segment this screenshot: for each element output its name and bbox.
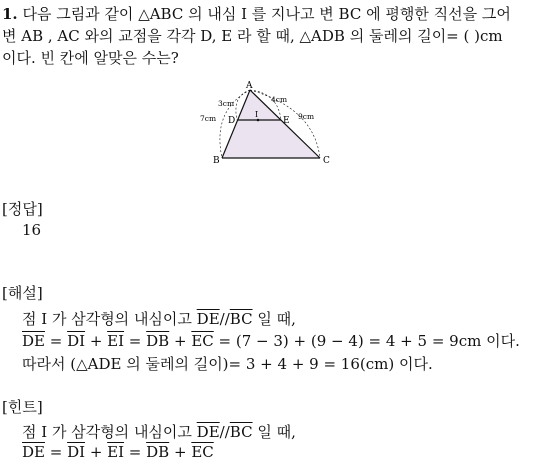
label-a: A [246,81,253,91]
incenter-point [257,119,260,122]
segment-bc: $\overline{BC}$ [229,310,253,328]
segment-bc: $\overline{BC}$ [229,423,253,441]
parallel-sign: // [219,423,230,441]
segment-ec: $\overline{EC}$ [191,443,214,461]
explanation-heading: [해설] [2,284,43,302]
label-i: I [255,110,259,119]
segment-de: $\overline{DE}$ [22,332,45,350]
explanation-l1-post: 일 때, [252,310,296,328]
question-text-1: 다음 그림과 같이 △ABC 의 내심 I 를 지나고 변 BC 에 평행한 직선을 그어 [22,5,511,23]
segment-di: $\overline{DI}$ [67,443,86,461]
label-b: B [213,156,220,166]
segment-ei: $\overline{EI}$ [107,443,125,461]
hint-line-1 [22,423,296,441]
hint-l1-post: 일 때, [252,423,296,441]
segment-ec: $\overline{EC}$ [191,332,214,350]
explanation-l1-pre: 점 I 가 삼각형의 내심이고 [22,310,197,328]
length-ac: 9cm [298,112,315,121]
hint-heading: [힌트] [2,398,43,416]
length-ad: 3cm [218,99,235,108]
segment-de: $\overline{DE}$ [196,423,220,441]
segment-di: $\overline{DI}$ [67,332,86,350]
length-ae: 4cm [271,95,288,104]
explanation-line-1 [22,310,296,328]
label-e: E [283,116,290,126]
answer-value: 16 [22,221,42,239]
answer-heading: [정답] [2,200,43,218]
label-c: C [323,156,330,166]
segment-db: $\overline{DB}$ [146,332,170,350]
segment-ei: $\overline{EI}$ [107,332,125,350]
explanation-l2-tail: = (7 − 3) + (9 − 4) = 4 + 5 = 9cm 이다. [213,332,520,350]
hint-l1-pre: 점 I 가 삼각형의 내심이고 [22,423,197,441]
length-ab: 7cm [200,114,217,123]
question-line-3: 이다. 빈 칸에 알맞은 수는? [2,49,179,67]
segment-db: $\overline{DB}$ [146,443,170,461]
segment-de: $\overline{DE}$ [22,443,45,461]
explanation-line-3: 따라서 (△ADE 의 둘레의 길이)= 3 + 4 + 9 = 16(cm) 이다. [22,355,433,373]
question-number: 1. [2,5,18,23]
parallel-sign: // [219,310,230,328]
explanation-line-2: $\overline{DE} = \overline{DI} + \overline{EI} = \overline{DB} + \overline{EC} = (7 - 3) + (9 - 4) = 4 + 5 = 9cm$ 이다. [22,332,520,350]
segment-de: $\overline{DE}$ [196,310,220,328]
hint-line-2: $\overline{DE} = \overline{DI} + \overline{EI} = \overline{DB} + \overline{EC}$ [22,443,214,461]
question-line-2: 변 AB , AC 와의 교점을 각각 D, E 라 할 때, △ADB 의 둘레의 길이= ( )cm [2,27,503,45]
label-d: D [228,116,236,126]
